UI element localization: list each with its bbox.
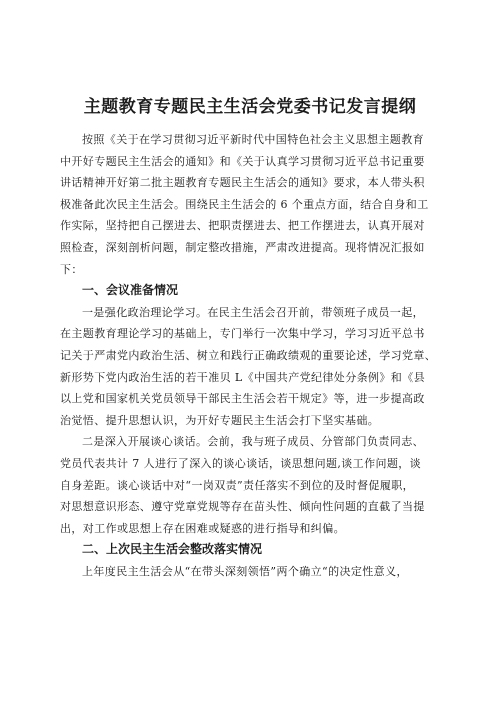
text-line: 中开好专题民主生活会的通知》和《关于认真学习贯彻习近平总书记重要: [60, 154, 425, 168]
text-line: 讲话精神开好第二批主题教育专题民主生活会的通知》要求，本人带头积: [60, 176, 425, 190]
text-line: 在主题教育理论学习的基础上，专门举行一次集中学习，学习习近平总书: [60, 327, 425, 341]
text-line: 记关于严肃党内政治生活、树立和践行正确政绩观的重要论述，学习党章、: [60, 348, 437, 362]
text-line: 按照《关于在学习贯彻习近平新时代中国特色社会主义思想主题教育: [82, 133, 424, 146]
paragraph-heart-to-heart-talks: [60, 431, 460, 539]
text-line: 自身差距。谈心谈话中对“一岗双责”责任落实不到位的及时督促履职，: [60, 478, 415, 492]
text-line: 作实际，坚持把自己摆进去、把职责摆进去、把工作摆进去，认真开展对: [60, 219, 425, 233]
section-heading-rectification-status: 二、上次民主生活会整改落实情况: [82, 542, 263, 557]
text-line: 党员代表共计 7 人进行了深入的谈心谈话，谈思想问题,谈工作问题，谈: [60, 456, 422, 470]
intro-paragraph: [60, 129, 460, 280]
document-body: [60, 129, 460, 582]
document-title: 主题教育专题民主生活会党委书记发言提纲: [83, 97, 417, 117]
text-line: 极准备此次民主生活会。围绕民主生活会的 6 个重点方面，结合自身和工: [60, 197, 429, 211]
text-line: 对思想意识形态、遵守党章党规等存在苗头性、倾向性问题的直截了当提: [60, 500, 425, 514]
text-line: 以上党和国家机关党员领导干部民主生活会若干规定》等，进一步提高政: [60, 392, 425, 406]
text-line: 上年度民主生活会从“在带头深刻领悟”两个确立“的决定性意义，: [82, 564, 408, 578]
text-line: 下：: [60, 262, 83, 276]
text-line: 新形势下党内政治生活的若干准贝 L《中国共产党纪律处分条例》和《县: [60, 370, 425, 384]
text-line: 一是强化政治理论学习。在民主生活会召开前，带领班子成员一起，: [82, 305, 424, 319]
paragraph-last-year-meeting: [60, 561, 460, 583]
text-line: 二是深入开展谈心谈话。会前，我与班子成员、分管部门负责同志、: [82, 435, 424, 449]
paragraph-theory-study: [60, 302, 460, 432]
text-line: 治觉悟、提升思想认识，为开好专题民主生活会打下坚实基础。: [60, 413, 380, 427]
text-line: 照检查，深刻剖析问题，制定整改措施，严肃改进提高。现将情况汇报如: [60, 240, 425, 254]
section-heading-meeting-preparation: 一、会议准备情况: [82, 283, 179, 298]
text-line: 出，对工作或思想上存在困难或疑惑的进行指导和纠偏。: [60, 521, 345, 535]
